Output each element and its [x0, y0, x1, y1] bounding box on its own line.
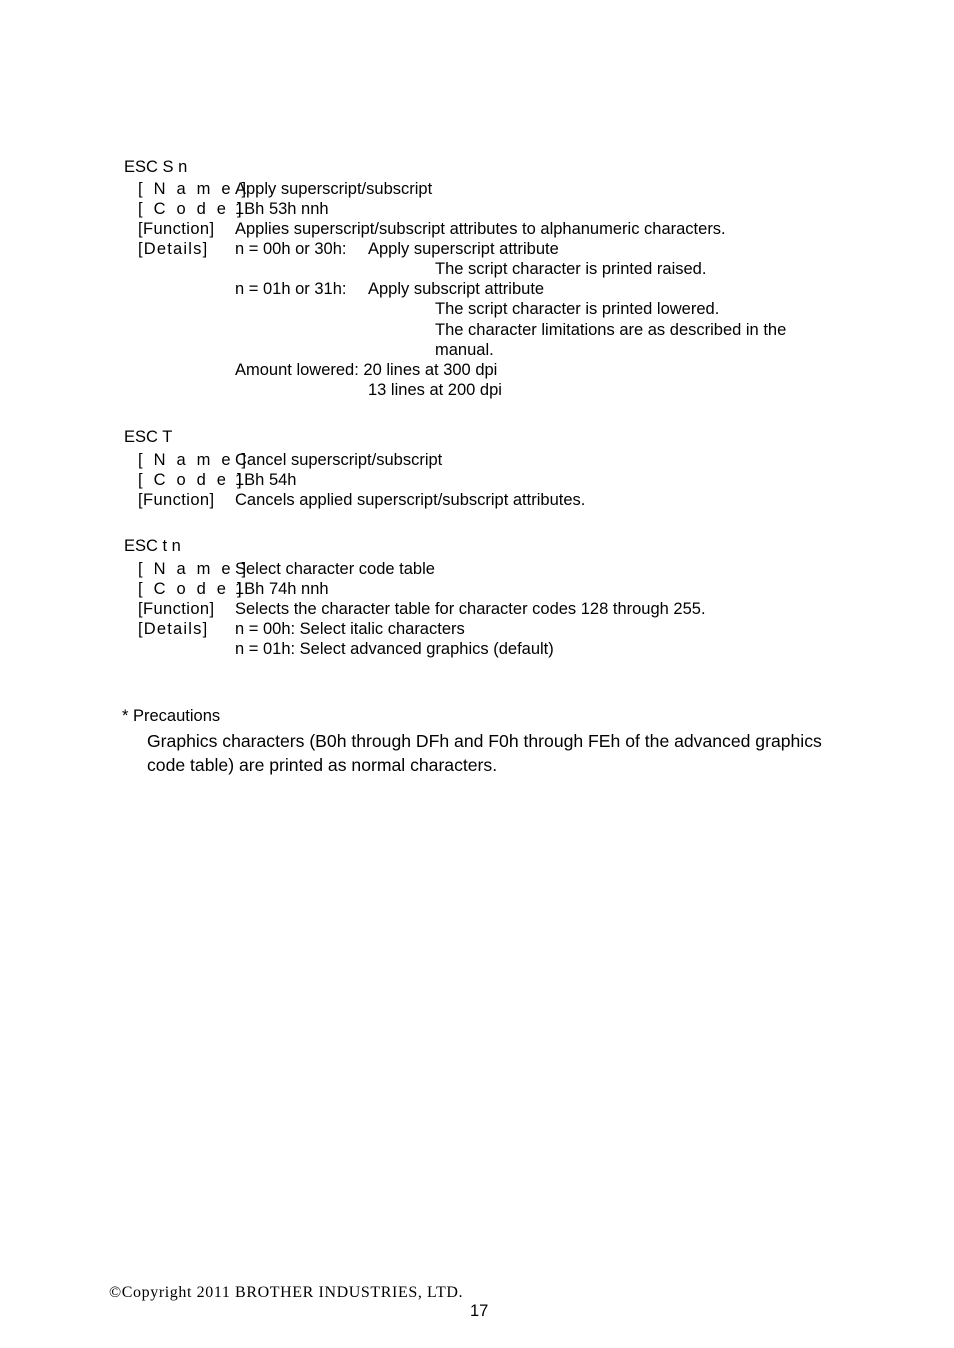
details-line: manual.	[435, 341, 494, 359]
details-label: [Details]	[138, 620, 209, 638]
code-label: [ C o d e ]	[138, 580, 245, 598]
function-label: [Function]	[138, 220, 215, 238]
name-label: [ N a m e ]	[138, 560, 250, 578]
details-line: n = 00h or 30h:	[235, 240, 347, 258]
command-heading-esc-t-n: ESC t n	[124, 537, 181, 555]
name-value: Select character code table	[235, 560, 435, 578]
code-label: [ C o d e ]	[138, 200, 245, 218]
code-value: 1Bh 53h nnh	[235, 200, 329, 218]
name-value: Apply superscript/subscript	[235, 180, 433, 198]
code-value: 1Bh 74h nnh	[235, 580, 329, 598]
function-value: Selects the character table for character codes 128 through 255.	[235, 600, 706, 618]
name-label: [ N a m e ]	[138, 451, 250, 469]
details-line: Amount lowered: 20 lines at 300 dpi	[235, 361, 498, 379]
details-line: The character limitations are as described in the	[435, 321, 787, 339]
details-line: n = 00h: Select italic characters	[235, 620, 465, 638]
command-heading-esc-s-n: ESC S n	[124, 158, 188, 176]
name-label: [ N a m e ]	[138, 180, 250, 198]
code-value: 1Bh 54h	[235, 471, 297, 489]
page-number: 17	[470, 1302, 489, 1320]
details-line: The script character is printed raised.	[435, 260, 707, 278]
precautions-text-line: Graphics characters (B0h through DFh and F0h through FEh of the advanced graphics	[147, 731, 822, 751]
details-line: 13 lines at 200 dpi	[368, 381, 502, 399]
function-label: [Function]	[138, 491, 215, 509]
details-line: Apply subscript attribute	[368, 280, 545, 298]
function-value: Applies superscript/subscript attributes to alphanumeric characters.	[235, 220, 726, 238]
details-line: The script character is printed lowered.	[435, 300, 720, 318]
copyright-notice: ©Copyright 2011 BROTHER INDUSTRIES, LTD.	[109, 1284, 464, 1301]
details-line: Apply superscript attribute	[368, 240, 559, 258]
name-value: Cancel superscript/subscript	[235, 451, 443, 469]
command-heading-esc-t: ESC T	[124, 428, 173, 446]
precautions-heading: * Precautions	[122, 707, 221, 725]
function-label: [Function]	[138, 600, 215, 618]
details-label: [Details]	[138, 240, 209, 258]
details-line: n = 01h: Select advanced graphics (default)	[235, 640, 554, 658]
details-line: n = 01h or 31h:	[235, 280, 347, 298]
precautions-text-line: code table) are printed as normal characters.	[147, 755, 498, 775]
function-value: Cancels applied superscript/subscript attributes.	[235, 491, 586, 509]
code-label: [ C o d e ]	[138, 471, 245, 489]
